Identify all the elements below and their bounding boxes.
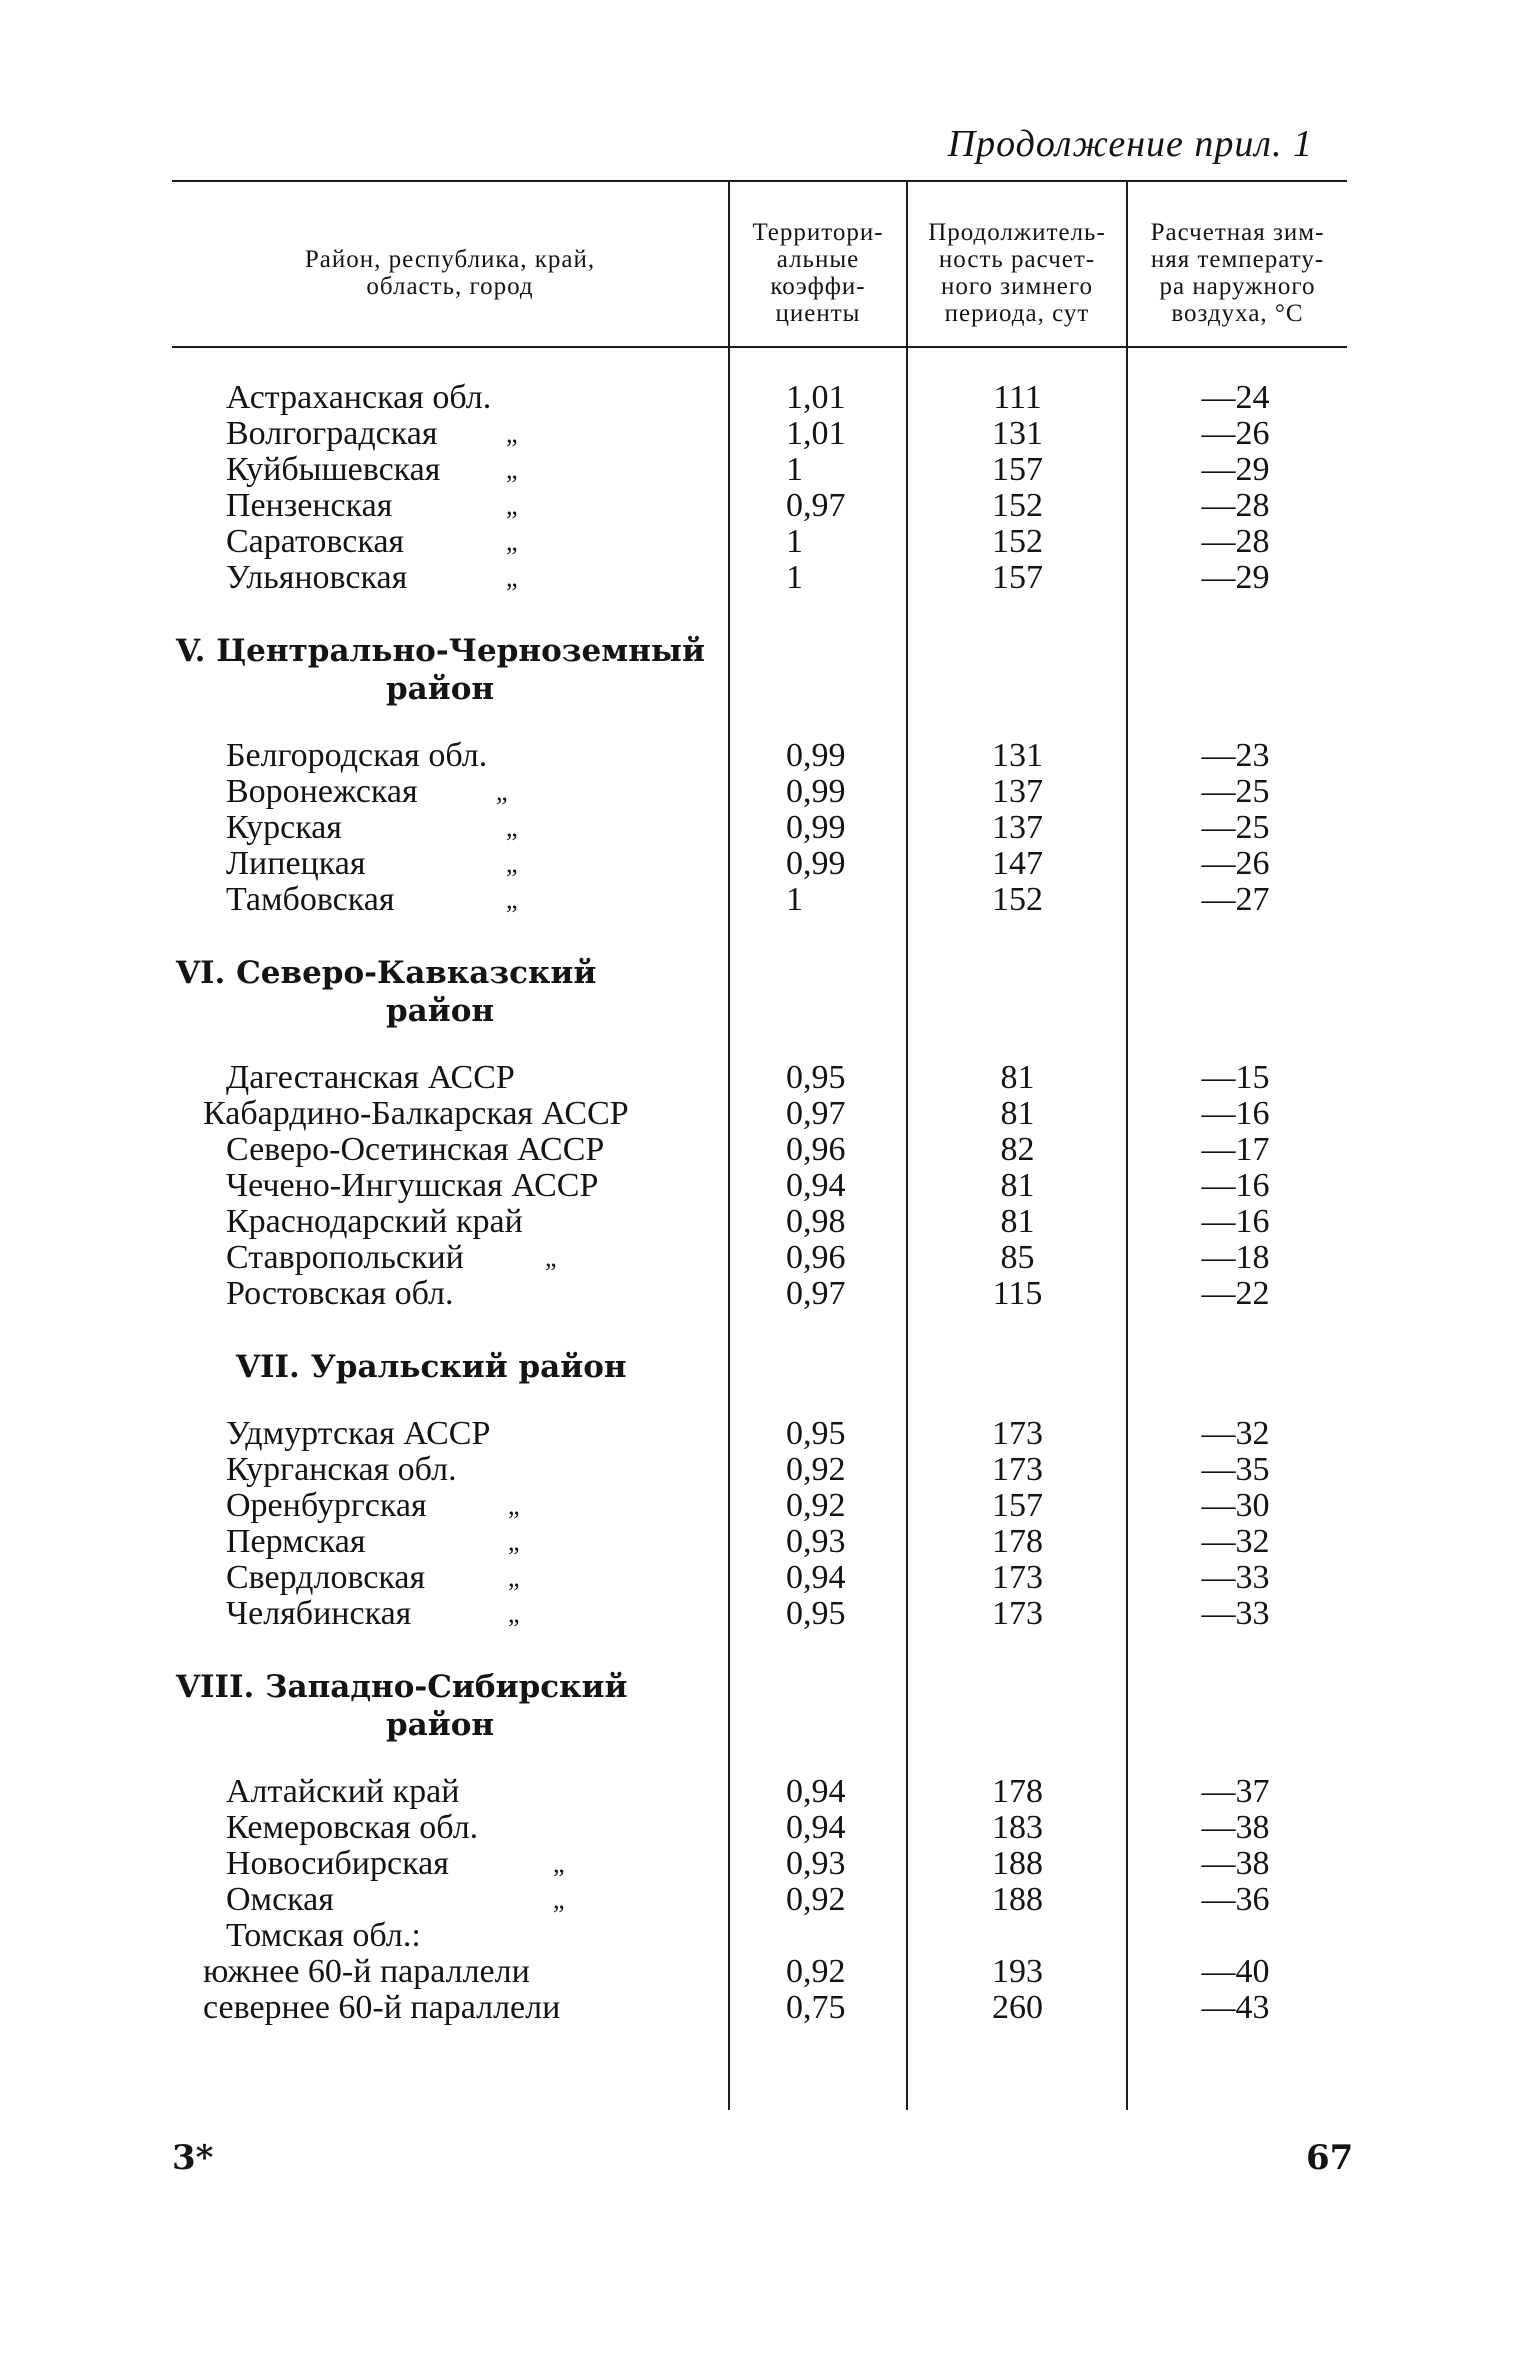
table-row [0, 416, 1535, 452]
territorial-coefficient: 1,01 [786, 379, 846, 416]
region-name: Дагестанская АССР [226, 1059, 515, 1096]
winter-period-days: 260 [992, 1989, 1043, 2026]
table-row [0, 1096, 1535, 1132]
section-heading-line2: район [386, 671, 495, 707]
table-row [0, 1596, 1535, 1632]
region-name: Удмуртская АССР [226, 1415, 491, 1452]
territorial-coefficient: 0,92 [786, 1953, 846, 1990]
header-winter-duration: Продолжитель- ность расчет- ного зимнего периода, сут [928, 219, 1106, 327]
winter-temperature: —28 [1201, 487, 1270, 524]
winter-period-days: 157 [992, 559, 1043, 596]
region-name: Томская обл.: [226, 1917, 421, 1954]
region-name: Саратовская [226, 523, 405, 560]
table-row [0, 1810, 1535, 1846]
page-number: 67 [1306, 2138, 1354, 2178]
table-row [0, 1204, 1535, 1240]
winter-temperature: —16 [1201, 1167, 1270, 1204]
winter-temperature: —33 [1201, 1559, 1270, 1596]
winter-period-days: 173 [992, 1595, 1043, 1632]
territorial-coefficient: 1,01 [786, 415, 846, 452]
winter-period-days: 188 [992, 1845, 1043, 1882]
section-heading [0, 954, 1535, 1030]
ditto-mark: „ [553, 1849, 565, 1878]
winter-period-days: 188 [992, 1881, 1043, 1918]
territorial-coefficient: 0,95 [786, 1059, 846, 1096]
territorial-coefficient: 0,95 [786, 1415, 846, 1452]
table-row [0, 1882, 1535, 1918]
winter-temperature: —43 [1201, 1989, 1270, 2026]
ditto-mark: „ [508, 1527, 520, 1556]
table-row [0, 1168, 1535, 1204]
winter-period-days: 115 [992, 1275, 1043, 1312]
winter-period-days: 81 [1000, 1203, 1035, 1240]
region-name: Чечено-Ингушская АССР [226, 1167, 599, 1204]
winter-period-days: 137 [992, 773, 1043, 810]
region-name: севернее 60-й параллели [203, 1989, 561, 2026]
region-name: Белгородская обл. [226, 737, 488, 774]
winter-temperature: —38 [1201, 1845, 1270, 1882]
winter-period-days: 173 [992, 1451, 1043, 1488]
region-name: Волгоградская [226, 415, 438, 452]
section-gap [0, 1632, 1535, 1668]
territorial-coefficient: 0,93 [786, 1845, 846, 1882]
section-heading [0, 1348, 1535, 1386]
winter-temperature: —40 [1201, 1953, 1270, 1990]
table-row [0, 1846, 1535, 1882]
winter-temperature: —22 [1201, 1275, 1270, 1312]
table-row [0, 1276, 1535, 1312]
region-name: Курская [226, 809, 342, 846]
table-row [0, 738, 1535, 774]
territorial-coefficient: 0,95 [786, 1595, 846, 1632]
table-row [0, 1060, 1535, 1096]
region-name: южнее 60-й параллели [203, 1953, 530, 1990]
region-name: Кабардино-Балкарская АССР [203, 1095, 629, 1132]
territorial-coefficient: 0,97 [786, 1095, 846, 1132]
table-row [0, 846, 1535, 882]
table-row [0, 560, 1535, 596]
region-name: Алтайский край [226, 1773, 460, 1810]
region-name: Краснодарский край [226, 1203, 523, 1240]
ditto-mark: „ [506, 885, 518, 914]
winter-temperature: —28 [1201, 523, 1270, 560]
table-body [0, 380, 1535, 2026]
winter-temperature: —17 [1201, 1131, 1270, 1168]
table-row [0, 1774, 1535, 1810]
table-top-rule [172, 180, 1347, 182]
territorial-coefficient: 0,97 [786, 1275, 846, 1312]
table-row [0, 452, 1535, 488]
signature-mark: 3* [172, 2138, 214, 2178]
section-heading [0, 632, 1535, 708]
ditto-mark: „ [553, 1885, 565, 1914]
territorial-coefficient: 1 [786, 523, 803, 560]
winter-temperature: —30 [1201, 1487, 1270, 1524]
ditto-mark: „ [506, 455, 518, 484]
section-gap [0, 596, 1535, 632]
winter-temperature: —35 [1201, 1451, 1270, 1488]
header-coefficients: Территори- альные коэффи- циенты [752, 219, 884, 327]
table-row [0, 1918, 1535, 1954]
territorial-coefficient: 0,92 [786, 1487, 846, 1524]
winter-temperature: —26 [1201, 415, 1270, 452]
ditto-mark: „ [506, 419, 518, 448]
table-row [0, 1954, 1535, 1990]
winter-temperature: —38 [1201, 1809, 1270, 1846]
territorial-coefficient: 0,99 [786, 809, 846, 846]
section-gap [0, 1312, 1535, 1348]
winter-temperature: —26 [1201, 845, 1270, 882]
table-row [0, 810, 1535, 846]
ditto-mark: „ [508, 1563, 520, 1592]
territorial-coefficient: 0,92 [786, 1881, 846, 1918]
table-row [0, 1990, 1535, 2026]
winter-temperature: —15 [1201, 1059, 1270, 1096]
section-heading-line2: район [386, 1707, 495, 1743]
territorial-coefficient: 0,99 [786, 773, 846, 810]
ditto-mark: „ [508, 1599, 520, 1628]
winter-period-days: 131 [992, 415, 1043, 452]
winter-period-days: 157 [992, 451, 1043, 488]
section-gap [0, 1030, 1535, 1060]
ditto-mark: „ [508, 1491, 520, 1520]
winter-temperature: —25 [1201, 809, 1270, 846]
section-heading-line2: район [386, 993, 495, 1029]
winter-temperature: —27 [1201, 881, 1270, 918]
winter-period-days: 152 [992, 523, 1043, 560]
section-heading-line1: VIII. Западно-Сибирский [176, 1669, 628, 1705]
territorial-coefficient: 0,96 [786, 1239, 846, 1276]
table-row [0, 488, 1535, 524]
winter-period-days: 85 [1000, 1239, 1035, 1276]
territorial-coefficient: 1 [786, 451, 803, 488]
winter-temperature: —32 [1201, 1415, 1270, 1452]
territorial-coefficient: 0,99 [786, 737, 846, 774]
region-name: Северо-Осетинская АССР [226, 1131, 605, 1168]
winter-period-days: 137 [992, 809, 1043, 846]
winter-period-days: 178 [992, 1773, 1043, 1810]
territorial-coefficient: 0,98 [786, 1203, 846, 1240]
table-row [0, 380, 1535, 416]
winter-temperature: —29 [1201, 559, 1270, 596]
winter-temperature: —16 [1201, 1203, 1270, 1240]
table-row [0, 1488, 1535, 1524]
section-gap [0, 1386, 1535, 1416]
ditto-mark: „ [506, 849, 518, 878]
winter-temperature: —23 [1201, 737, 1270, 774]
winter-temperature: —25 [1201, 773, 1270, 810]
region-name: Ставропольский [226, 1239, 464, 1276]
winter-temperature: —18 [1201, 1239, 1270, 1276]
territorial-coefficient: 0,93 [786, 1523, 846, 1560]
region-name: Ульяновская [226, 559, 408, 596]
region-name: Ростовская обл. [226, 1275, 454, 1312]
territorial-coefficient: 0,94 [786, 1559, 846, 1596]
region-name: Воронежская [226, 773, 418, 810]
table-row [0, 524, 1535, 560]
region-name: Курганская обл. [226, 1451, 457, 1488]
region-name: Пензенская [226, 487, 393, 524]
winter-period-days: 157 [992, 1487, 1043, 1524]
region-name: Омская [226, 1881, 334, 1918]
winter-temperature: —36 [1201, 1881, 1270, 1918]
header-winter-temperature: Расчетная зим- няя температу- ра наружного воздуха, °С [1150, 219, 1325, 327]
winter-temperature: —33 [1201, 1595, 1270, 1632]
winter-period-days: 173 [992, 1415, 1043, 1452]
ditto-mark: „ [506, 813, 518, 842]
region-name: Челябинская [226, 1595, 412, 1632]
winter-temperature: —32 [1201, 1523, 1270, 1560]
table-row [0, 1452, 1535, 1488]
section-heading-line1: VI. Северо-Кавказский [176, 955, 597, 991]
section-heading-line1: VII. Уральский район [236, 1349, 627, 1385]
region-name: Пермская [226, 1523, 366, 1560]
territorial-coefficient: 1 [786, 881, 803, 918]
winter-temperature: —16 [1201, 1095, 1270, 1132]
territorial-coefficient: 0,94 [786, 1773, 846, 1810]
winter-period-days: 152 [992, 487, 1043, 524]
header-region: Район, республика, край, область, город [304, 246, 596, 300]
region-name: Куйбышевская [226, 451, 441, 488]
table-row [0, 1132, 1535, 1168]
table-row [0, 1524, 1535, 1560]
winter-temperature: —37 [1201, 1773, 1270, 1810]
winter-temperature: —24 [1201, 379, 1270, 416]
section-gap [0, 1744, 1535, 1774]
territorial-coefficient: 0,92 [786, 1451, 846, 1488]
region-name: Тамбовская [226, 881, 395, 918]
winter-period-days: 82 [1000, 1131, 1035, 1168]
winter-period-days: 111 [993, 379, 1042, 416]
winter-period-days: 81 [1000, 1167, 1035, 1204]
ditto-mark: „ [496, 777, 508, 806]
territorial-coefficient: 0,96 [786, 1131, 846, 1168]
section-heading [0, 1668, 1535, 1744]
winter-period-days: 81 [1000, 1059, 1035, 1096]
ditto-mark: „ [506, 563, 518, 592]
region-name: Новосибирская [226, 1845, 449, 1882]
ditto-mark: „ [506, 527, 518, 556]
winter-period-days: 152 [992, 881, 1043, 918]
ditto-mark: „ [545, 1243, 557, 1272]
territorial-coefficient: 1 [786, 559, 803, 596]
table-row [0, 882, 1535, 918]
table-row [0, 1240, 1535, 1276]
winter-period-days: 131 [992, 737, 1043, 774]
winter-temperature: —29 [1201, 451, 1270, 488]
continuation-title: Продолжение прил. 1 [947, 123, 1313, 165]
winter-period-days: 193 [992, 1953, 1043, 1990]
winter-period-days: 173 [992, 1559, 1043, 1596]
section-heading-line1: V. Центрально-Черноземный [176, 633, 705, 669]
region-name: Свердловская [226, 1559, 426, 1596]
region-name: Астраханская обл. [226, 379, 492, 416]
ditto-mark: „ [506, 491, 518, 520]
table-row [0, 1416, 1535, 1452]
territorial-coefficient: 0,97 [786, 487, 846, 524]
section-gap [0, 708, 1535, 738]
territorial-coefficient: 0,99 [786, 845, 846, 882]
winter-period-days: 147 [992, 845, 1043, 882]
winter-period-days: 183 [992, 1809, 1043, 1846]
table-row [0, 774, 1535, 810]
territorial-coefficient: 0,75 [786, 1989, 846, 2026]
winter-period-days: 178 [992, 1523, 1043, 1560]
region-name: Кемеровская обл. [226, 1809, 479, 1846]
region-name: Оренбургская [226, 1487, 427, 1524]
territorial-coefficient: 0,94 [786, 1167, 846, 1204]
region-name: Липецкая [226, 845, 366, 882]
table-row [0, 1560, 1535, 1596]
section-gap [0, 918, 1535, 954]
winter-period-days: 81 [1000, 1095, 1035, 1132]
territorial-coefficient: 0,94 [786, 1809, 846, 1846]
